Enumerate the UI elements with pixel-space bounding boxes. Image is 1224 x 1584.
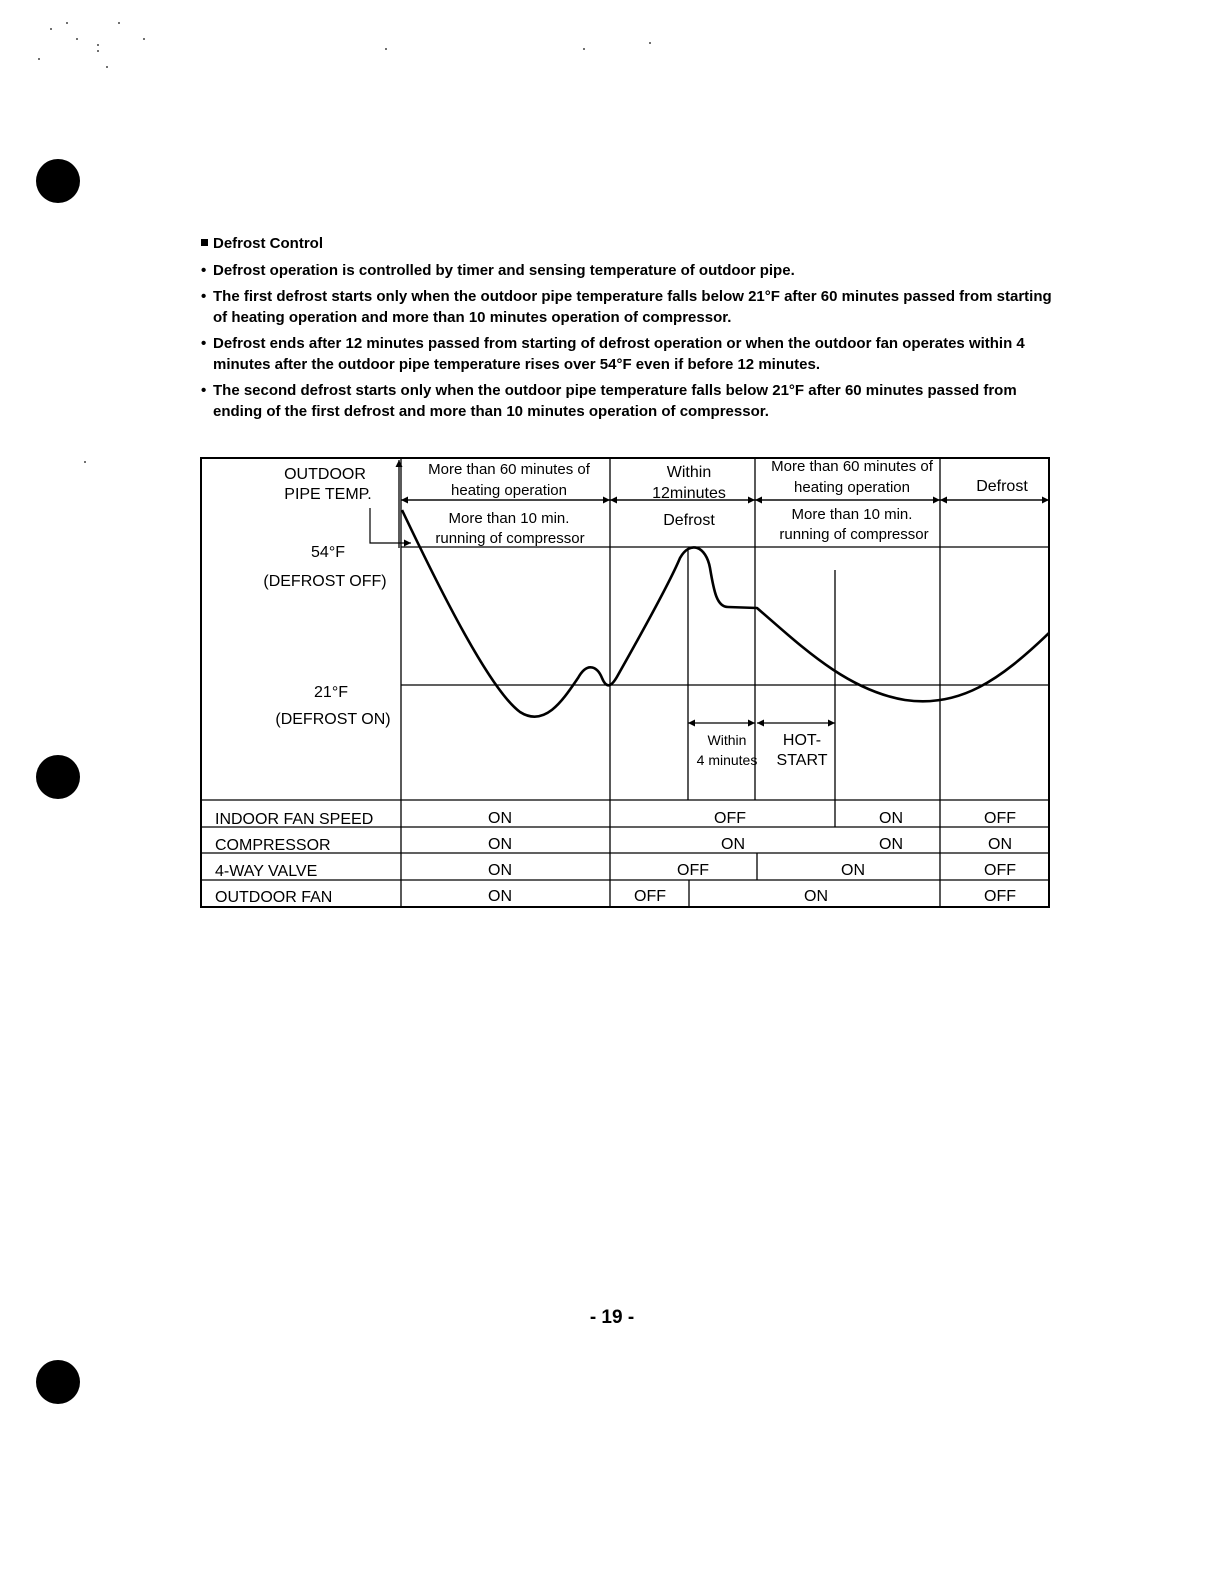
status-cell: ON bbox=[804, 888, 828, 905]
within-4-minutes-line1: Within bbox=[707, 732, 747, 748]
bullet-item: • Defrost ends after 12 minutes passed from starting of defrost operation or when the outdoor fan operates within 4 minutes after the outdoor pipe temperature rises over 54°F even if before 12 minutes. bbox=[201, 333, 1061, 375]
bullet-item: • The first defrost starts only when the outdoor pipe temperature falls below 21°F after 60 minutes passed from starting of heating operation and more than 10 minutes operation of compressor. bbox=[201, 286, 1061, 328]
status-cell: OFF bbox=[634, 888, 666, 905]
status-cell: ON bbox=[488, 836, 512, 853]
hot-start-line2: START bbox=[776, 752, 828, 769]
within-4-minutes-line2: 4 minutes bbox=[696, 752, 758, 768]
status-cell: ON bbox=[841, 862, 865, 879]
status-cell: ON bbox=[721, 836, 745, 853]
page-number: - 19 - bbox=[589, 1307, 635, 1328]
status-cell: OFF bbox=[984, 862, 1016, 879]
status-row-label: INDOOR FAN SPEED bbox=[215, 811, 374, 828]
temp-low-value: 21°F bbox=[314, 684, 348, 701]
section-title-text: Defrost Control bbox=[213, 235, 323, 252]
heating2-top-line2: heating operation bbox=[794, 479, 910, 496]
status-row-label: COMPRESSOR bbox=[215, 837, 331, 854]
status-row-label: OUTDOOR FAN bbox=[215, 889, 333, 906]
heating1-bottom-line2: running of compressor bbox=[435, 530, 585, 547]
hot-start-line1: HOT- bbox=[782, 732, 822, 749]
heating2-bottom-line1: More than 10 min. bbox=[791, 506, 913, 523]
axis-label-line2: PIPE TEMP. bbox=[284, 486, 372, 503]
bullet-item: • The second defrost starts only when the outdoor pipe temperature falls below 21°F after 60 minutes passed from ending of the first defrost and more than 10 minutes operation of compressor. bbox=[201, 380, 1061, 422]
status-cell: OFF bbox=[984, 888, 1016, 905]
defrost1-top-line2: 12minutes bbox=[652, 485, 726, 502]
defrost1-bottom: Defrost bbox=[663, 512, 715, 529]
heating1-top-line2: heating operation bbox=[451, 482, 567, 499]
status-cell: OFF bbox=[714, 810, 746, 827]
heating1-top-line1: More than 60 minutes of bbox=[428, 461, 590, 478]
heating2-bottom-line2: running of compressor bbox=[779, 526, 929, 543]
defrost1-top-line1: Within bbox=[666, 464, 712, 481]
temp-high-value: 54°F bbox=[311, 544, 345, 561]
defrost2-label: Defrost bbox=[976, 478, 1028, 495]
heating2-top-line1: More than 60 minutes of bbox=[771, 458, 933, 475]
bullet-item: • Defrost operation is controlled by timer and sensing temperature of outdoor pipe. bbox=[201, 260, 1061, 281]
axis-label-line1: OUTDOOR bbox=[284, 466, 366, 483]
status-cell: ON bbox=[879, 836, 903, 853]
status-cell: ON bbox=[879, 810, 903, 827]
heating1-bottom-line1: More than 10 min. bbox=[448, 510, 570, 527]
status-row-label: 4-WAY VALVE bbox=[215, 863, 318, 880]
temp-low-label: (DEFROST ON) bbox=[275, 711, 391, 728]
status-cell: ON bbox=[488, 810, 512, 827]
status-cell: ON bbox=[488, 862, 512, 879]
status-cell: OFF bbox=[677, 862, 709, 879]
temp-high-label: (DEFROST OFF) bbox=[263, 573, 387, 590]
status-cell: ON bbox=[988, 836, 1012, 853]
status-cell: OFF bbox=[984, 810, 1016, 827]
status-cell: ON bbox=[488, 888, 512, 905]
